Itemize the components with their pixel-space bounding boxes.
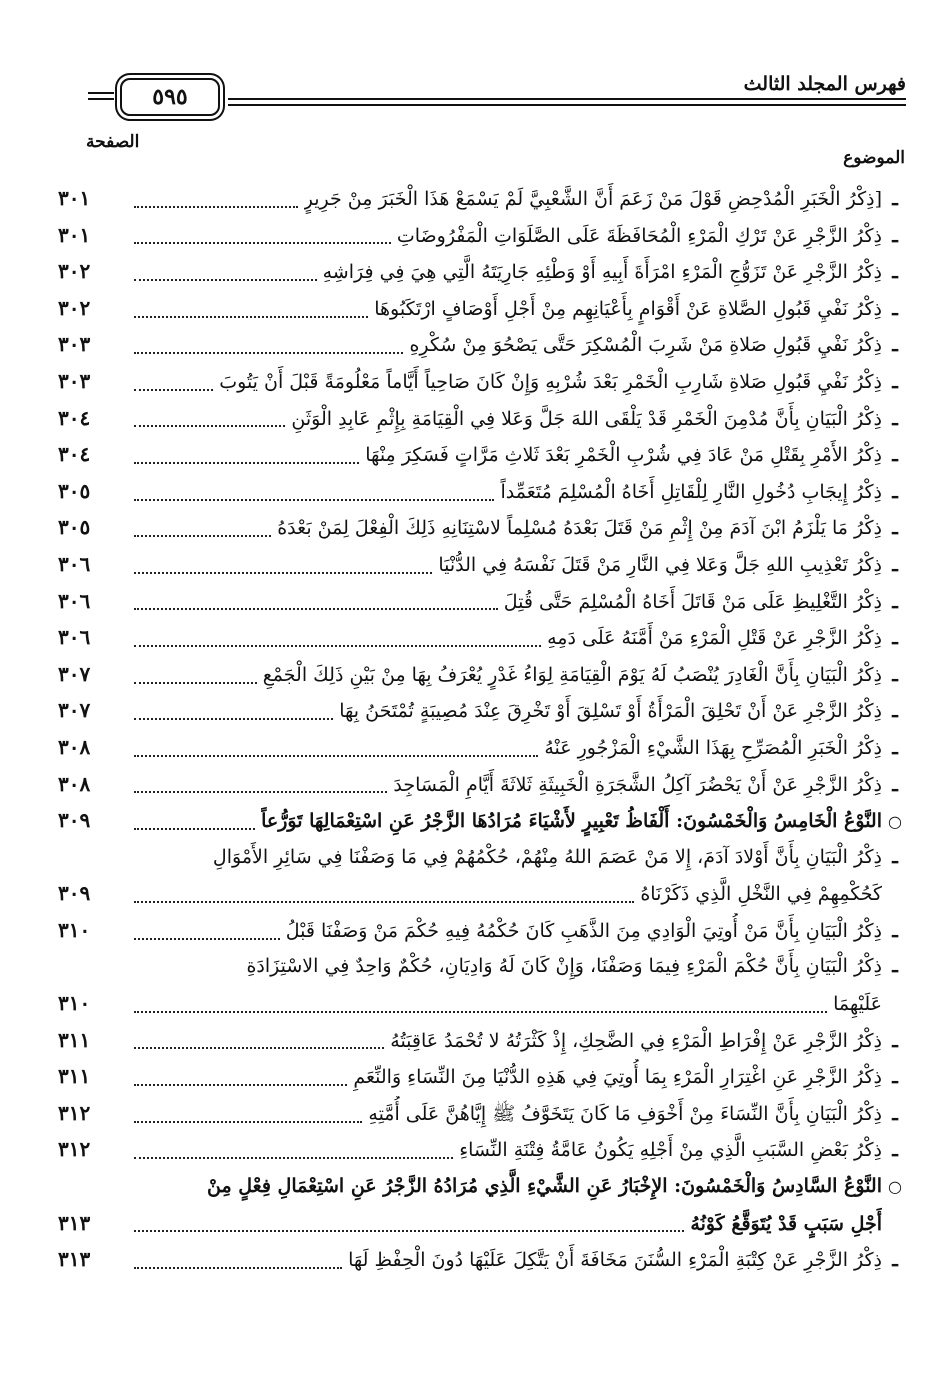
page-ref: ٣٠١ [58,222,91,247]
dash-bullet: ـ [892,224,898,247]
dash-bullet: ـ [892,334,898,357]
leader-dots [134,315,368,318]
index-entry [58,948,908,1021]
page-ref: ٣٠٣ [58,368,91,393]
leader-dots [134,461,359,464]
page-ref: ٣٠٦ [58,551,91,576]
entry-title-continuation: أَجْلِ سَبَبٍ قَدْ يُتَوَقَّعُ كَوْنُهُ [690,1212,882,1235]
entry-title: ذِكْرُ نَفْيِ قَبُولِ صَلاةِ شَارِبِ الْخَمْرِ بَعْدَ شُرْبِهِ وَإِنْ كَانَ صَاحِياً أَيَّاماً مَعْلُومَةً قَبْلَ أَنْ يَتُوبَ [219,370,882,393]
leader-dots [134,937,280,940]
entry-title: ذِكْرُ الزَّجْرِ عَنْ قَتْلِ الْمَرْءِ مَنْ أَمَّنَهُ عَلَى دَمِهِ [547,627,882,650]
dash-bullet: ـ [892,480,898,503]
page-number: ٥٩٥ [120,78,220,116]
header-rule [88,92,114,94]
header-rule [88,98,114,100]
leader-dots [134,1156,453,1159]
index-entry [58,766,908,803]
page-ref: ٣٠٥ [58,515,91,540]
index-entry [58,436,908,473]
dash-bullet: ـ [892,407,898,430]
leader-dots [134,1046,384,1049]
circle-bullet-icon: ○ [888,812,902,832]
entry-title: ذِكْرُ إِيجَابِ دُخُولِ النَّارِ لِلْقَاتِلِ أَخَاهُ الْمُسْلِمَ مُتَعَمِّداً [500,480,882,503]
index-entry [58,1131,908,1168]
page-ref: ٣٠٩ [58,808,91,833]
entry-title: ذِكْرُ الزَّجْرِ عَنْ أَنْ تَحْلِقَ الْمَرْأَةُ أَوْ تَسْلِقَ أَوْ تَخْرِقَ عِنْدَ مُصِيبَةٍ تُمْتَحَنُ بِهَا [339,700,882,723]
entry-title: ذِكْرُ الْخَبَرِ الْمُصَرِّحِ بِهَذَا الشَّيْءِ الْمَزْجُورِ عَنْهُ [544,736,882,759]
index-entry [58,217,908,254]
page-ref: ٣١٢ [58,1137,91,1162]
circle-bullet-icon: ○ [888,1177,902,1197]
entry-title: ذِكْرُ مَا يَلْزَمُ ابْنَ آدَمَ مِنْ إِثْمِ مَنْ قَتَلَ بَعْدَهُ مُسْلِماً لاسْتِنَانِهِ ذَلِكَ الْفِعْلَ لِمَنْ بَعْدَهُ [277,517,882,540]
page-ref: ٣١١ [58,1064,91,1089]
dash-bullet: ـ [892,1029,898,1052]
header-rule [228,98,906,100]
section-heading [58,802,908,839]
page-ref: ٣٠٧ [58,661,91,686]
index-entry [58,509,908,546]
dash-bullet: ـ [892,955,898,978]
leader-dots [134,790,387,793]
entry-title: ذِكْرُ الْبَيَانِ بِأَنَّ حُكْمَ الْمَرْءِ فِيمَا وَصَفْنَا، وَإِنْ كَانَ لَهُ وَادِيَانِ، حُكْمٌ وَاحِدٌ فِي الاسْتِزَادَةِ [246,955,882,978]
entry-title: ذِكْرُ نَفْيِ قَبُولِ صَلاةِ مَنْ شَرِبَ الْمُسْكِرَ حَتَّى يَصْحُوَ مِنْ سُكْرِهِ [409,334,882,357]
dash-bullet: ـ [892,370,898,393]
leader-dots [134,534,271,537]
index-entry [58,180,908,217]
dash-bullet: ـ [892,1066,898,1089]
entry-title-continuation: عَلَيْهِمَا [833,993,882,1016]
index-entry [58,839,908,912]
index-entry [58,473,908,510]
leader-dots [134,681,257,684]
page-ref: ٣٠٢ [58,295,91,320]
leader-dots [134,241,391,244]
leader-dots [134,205,298,208]
entry-title-continuation: كَحُكْمِهِمْ فِي النَّخْلِ الَّذِي ذَكَرْنَاهُ [640,883,882,906]
index-entry [58,692,908,729]
dash-bullet: ـ [892,627,898,650]
page-ref: ٣٠٨ [58,771,91,796]
index-list [58,180,908,1278]
leader-dots [134,717,333,720]
page-ref: ٣٠٤ [58,405,91,430]
entry-title: ذِكْرُ الزَّجْرِ عَنْ تَرْكِ الْمَرْءِ الْمُحَافَظَةَ عَلَى الصَّلَوَاتِ الْمَفْرُوضَاتِ [396,224,882,247]
leader-dots [134,351,403,354]
leader-dots [134,644,541,647]
entry-title: ذِكْرُ الزَّجْرِ عَنْ تَزَوُّجِ الْمَرْءِ امْرَأَةَ أَبِيهِ أَوْ وَطْئِهِ جَارِيَتَهُ الَّتِي هِيَ فِي فِرَاشِهِ [322,261,882,284]
entry-title: ذِكْرُ الأَمْرِ بِقَتْلِ مَنْ عَادَ فِي شُرْبِ الْخَمْرِ بَعْدَ ثَلاثِ مَرَّاتٍ فَسَكِرَ مِنْهَا [365,444,882,467]
entry-title: ذِكْرُ تَعْذِيبِ اللهِ جَلَّ وَعَلا فِي النَّارِ مَنْ قَتَلَ نَفْسَهُ فِي الدُّنْيَا [438,553,882,576]
index-entry [58,583,908,620]
index-entry [58,1095,908,1132]
dash-bullet: ـ [892,663,898,686]
page-ref: ٣١٠ [58,991,91,1016]
dash-bullet: ـ [892,590,898,613]
page-ref: ٣١١ [58,1027,91,1052]
dash-bullet: ـ [892,444,898,467]
index-entry [58,1022,908,1059]
page-ref: ٣٠٩ [58,881,91,906]
index-entry [58,546,908,583]
entry-title: النَّوْعُ الْخَامِسُ وَالْخَمْسُونَ: أَلْفَاظُ تَعْبِيرٍ لأَشْيَاءَ مُرَادُهَا الزَّجْرُ عَنِ اسْتِعْمَالِهَا تَوَرُّعاً [261,810,882,833]
entry-title: ذِكْرُ الْبَيَانِ بِأَنَّ الْغَادِرَ يُنْصَبُ لَهُ يَوْمَ الْقِيَامَةِ لِوَاءُ غَدْرٍ يُعْرَفُ بِهَا مِنْ بَيْنِ ذَلِكَ الْجَمْعِ [262,663,882,686]
index-entry [58,729,908,766]
entry-title: ذِكْرُ الزَّجْرِ عَنْ إِفْرَاطِ الْمَرْءِ فِي الضَّحِكِ، إِذْ كَثْرَتُهُ لا تُحْمَدُ عَاقِبَتُهُ [390,1029,882,1052]
page-ref: ٣٠١ [58,186,91,210]
entry-title: ذِكْرُ الزَّجْرِ عَنِ اغْتِرَارِ الْمَرْءِ بِمَا أُوتِيَ فِي هَذِهِ الدُّنْيَا مِنَ النِّسَاءِ وَالنِّعَمِ [353,1066,882,1089]
dash-bullet: ـ [892,845,898,868]
index-entry [58,912,908,949]
leader-dots [134,571,432,574]
index-entry [58,363,908,400]
index-entry [58,1058,908,1095]
page-header [88,72,906,118]
leader-dots [134,498,494,501]
page-ref: ٣٠٢ [58,259,91,284]
leader-dots [134,900,634,903]
leader-dots [134,424,285,427]
dash-bullet: ـ [892,736,898,759]
leader-dots [134,388,213,391]
entry-title: ذِكْرُ الْبَيَانِ بِأَنَّ مُدْمِنَ الْخَمْرِ قَدْ يَلْقَى اللهَ جَلَّ وَعَلا فِي الْقِيَامَةِ بِإِثْمِ عَابِدِ الْوَثَنِ [291,407,882,430]
index-entry [58,619,908,656]
leader-dots [134,1010,827,1013]
leader-dots [134,1120,362,1123]
dash-bullet: ـ [892,188,898,210]
entry-title: ذِكْرُ الزَّجْرِ عَنْ أَنْ يَحْضُرَ آكِلُ الشَّجَرَةِ الْخَبِيثَةِ ثَلاثَةَ أَيَّامِ الْمَسَاجِدَ [393,773,882,796]
leader-dots [134,827,255,830]
page-ref: ٣١٣ [58,1247,91,1272]
page-ref: ٣٠٥ [58,478,91,503]
topic-column-heading: الموضوع [843,148,905,168]
section-heading [58,1168,908,1241]
page-column-heading: الصفحة [86,132,140,152]
dash-bullet: ـ [892,773,898,796]
page-title: فهرس المجلد الثالث [743,73,906,95]
index-entry [58,1241,908,1278]
entry-title: ذِكْرُ بَعْضِ السَّبَبِ الَّذِي مِنْ أَجْلِهِ يَكُونُ عَامَّةُ فِتْنَةِ النِّسَاءِ [459,1139,882,1162]
dash-bullet: ـ [892,1102,898,1125]
page-ref: ٣٠٦ [58,625,91,650]
index-entry [58,326,908,363]
index-entry [58,290,908,327]
dash-bullet: ـ [892,261,898,284]
leader-dots [134,754,538,757]
dash-bullet: ـ [892,919,898,942]
index-entry [58,656,908,693]
dash-bullet: ـ [892,553,898,576]
dash-bullet: ـ [892,297,898,320]
leader-dots [134,1229,684,1232]
page-ref: ٣١٢ [58,1100,91,1125]
page-ref: ٣٠٦ [58,588,91,613]
dash-bullet: ـ [892,1249,898,1272]
page-ref: ٣٠٧ [58,698,91,723]
entry-title: ذِكْرُ الْبَيَانِ بِأَنَّ النِّسَاءَ مِنْ أَخْوَفِ مَا كَانَ يَتَخَوَّفُ ﷺ إِيَّاهُنَّ عَلَى أُمَّتِهِ [368,1102,882,1125]
page-ref: ٣٠٤ [58,442,91,467]
index-entry [58,400,908,437]
leader-dots [134,607,498,610]
dash-bullet: ـ [892,1139,898,1162]
page-ref: ٣٠٨ [58,734,91,759]
entry-title: ذِكْرُ الزَّجْرِ عَنْ كِتْبَةِ الْمَرْءِ السُّنَنَ مَخَافَةَ أَنْ يَتَّكِلَ عَلَيْهَا دُونَ الْحِفْظِ لَهَا [348,1249,882,1272]
entry-title: ذِكْرُ نَفْيِ قَبُولِ الصَّلاةِ عَنْ أَقْوَامٍ بِأَعْيَانِهِم مِنْ أَجْلِ أَوْصَافٍ ارْتَكَبُوهَا [374,297,882,320]
page-ref: ٣١٣ [58,1210,91,1235]
dash-bullet: ـ [892,517,898,540]
leader-dots [134,1266,342,1269]
leader-dots [134,278,317,281]
page-ref: ٣٠٣ [58,332,91,357]
entry-title: النَّوْعُ السَّادِسُ وَالْخَمْسُونَ: الإِخْبَارُ عَنِ الشَّيْءِ الَّذِي مُرَادُهُ الزَّجْرُ عَنِ اسْتِعْمَالِ فِعْلٍ مِنْ [207,1175,882,1198]
dash-bullet: ـ [892,700,898,723]
index-entry [58,253,908,290]
entry-title: [ذِكْرُ الْخَبَرِ الْمُدْحِضِ قَوْلَ مَنْ زَعَمَ أَنَّ الشَّعْبِيَّ لَمْ يَسْمَعْ هَذَا الْخَبَرَ مِنْ جَرِيرٍ [303,188,882,210]
leader-dots [134,1083,347,1086]
entry-title: ذِكْرُ الْبَيَانِ بِأَنَّ أَوْلادَ آدَمَ، إِلا مَنْ عَصَمَ اللهُ مِنْهُمْ، حُكْمُهُمْ فِي مَا وَصَفْنَا فِي سَائِرِ الأَمْوَالِ [212,845,882,868]
entry-title: ذِكْرُ الْبَيَانِ بِأَنَّ مَنْ أُوتِيَ الْوَادِي مِنَ الذَّهَبِ كَانَ حُكْمُهُ فِيهِ حُكْمَ مَنْ وَصَفْنَا قَبْلُ [285,919,882,942]
header-rule [228,104,906,106]
page-ref: ٣١٠ [58,917,91,942]
entry-title: ذِكْرُ التَّغْلِيظِ عَلَى مَنْ قَاتَلَ أَخَاهُ الْمُسْلِمَ حَتَّى قُتِلَ [503,590,882,613]
